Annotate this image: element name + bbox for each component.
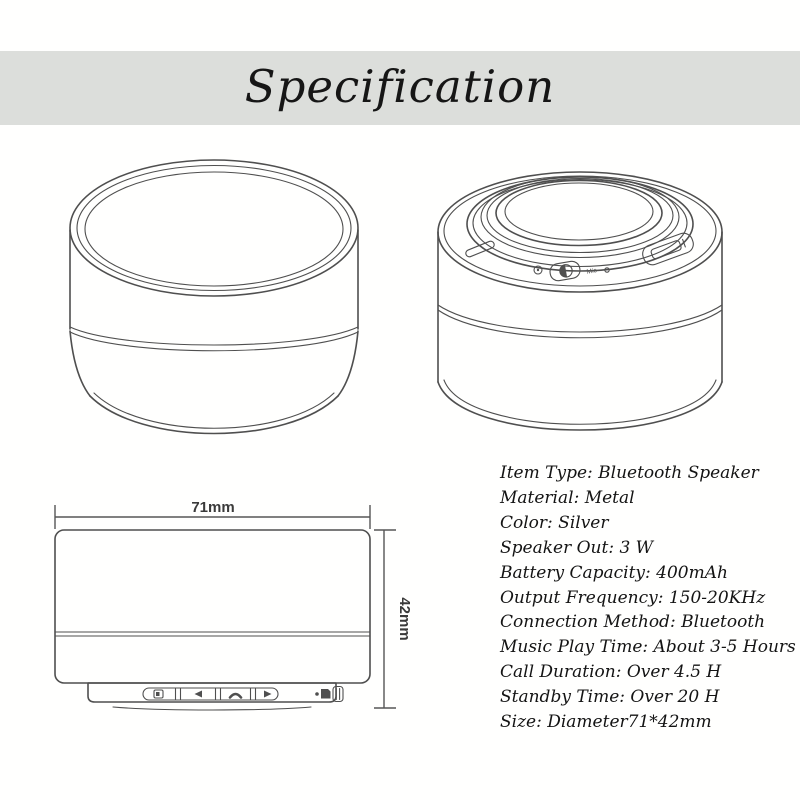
top-glass-outer bbox=[496, 181, 662, 246]
top-rim-middle bbox=[77, 166, 351, 291]
spec-item: Speaker Out: 3 W bbox=[500, 537, 654, 558]
spec-item: Music Play Time: About 3-5 Hours bbox=[500, 637, 796, 658]
button-divider-2 bbox=[216, 689, 221, 699]
body-seam-lower bbox=[70, 332, 358, 351]
outer-rim bbox=[438, 172, 722, 292]
base-bottom-inner bbox=[94, 393, 334, 428]
page-title: Specification bbox=[244, 60, 556, 113]
top-rim-outer bbox=[70, 160, 358, 296]
body-seam-upper bbox=[70, 327, 358, 345]
spec-item: Output Frequency: 150-20KHz bbox=[500, 587, 766, 608]
led-indicator-dot bbox=[537, 269, 539, 271]
body-seam-upper bbox=[438, 305, 722, 332]
spec-item: Standby Time: Over 20 H bbox=[500, 687, 720, 708]
body-bottom-outer bbox=[438, 382, 722, 430]
body-outline bbox=[55, 530, 370, 683]
spec-item: Color: Silver bbox=[500, 512, 609, 533]
top-plate-ring-2 bbox=[487, 179, 673, 253]
base-right-taper bbox=[338, 331, 358, 396]
base-shadow-line bbox=[113, 707, 311, 710]
square-button-mark bbox=[156, 692, 160, 696]
width-dimension bbox=[55, 499, 370, 529]
button-divider-3 bbox=[251, 689, 256, 699]
speaker-side-view bbox=[55, 499, 413, 710]
spec-list bbox=[500, 461, 796, 735]
button-divider-1 bbox=[176, 689, 181, 699]
spec-item: Battery Capacity: 400mAh bbox=[500, 562, 728, 583]
spec-item: Material: Metal bbox=[500, 487, 635, 508]
strap-slot bbox=[465, 240, 495, 258]
reset-hole-icon bbox=[315, 692, 319, 696]
previous-track-icon bbox=[195, 691, 203, 698]
speaker-top-view bbox=[438, 172, 722, 430]
spec-item: Connection Method: Bluetooth bbox=[500, 612, 766, 633]
speaker-perspective-view bbox=[70, 160, 358, 434]
height-dimension-label: 42mm bbox=[396, 597, 413, 641]
mic-label: Mic bbox=[586, 267, 598, 276]
spec-item: Item Type: Bluetooth Speaker bbox=[500, 463, 759, 483]
spec-item: Size: Diameter71*42mm bbox=[500, 712, 712, 733]
base-outline bbox=[88, 683, 336, 702]
top-glass-inner bbox=[505, 183, 653, 240]
tf-card-icon bbox=[321, 689, 331, 699]
height-dimension bbox=[374, 530, 413, 708]
body-seam-lower bbox=[438, 310, 722, 338]
top-rim-inner bbox=[85, 172, 343, 286]
base-left-taper bbox=[70, 331, 90, 396]
control-ring-inner bbox=[473, 180, 687, 267]
spec-item: Call Duration: Over 4.5 H bbox=[500, 662, 722, 683]
call-button-icon bbox=[230, 694, 241, 698]
width-dimension-label: 71mm bbox=[191, 499, 235, 516]
next-track-icon bbox=[264, 691, 272, 698]
